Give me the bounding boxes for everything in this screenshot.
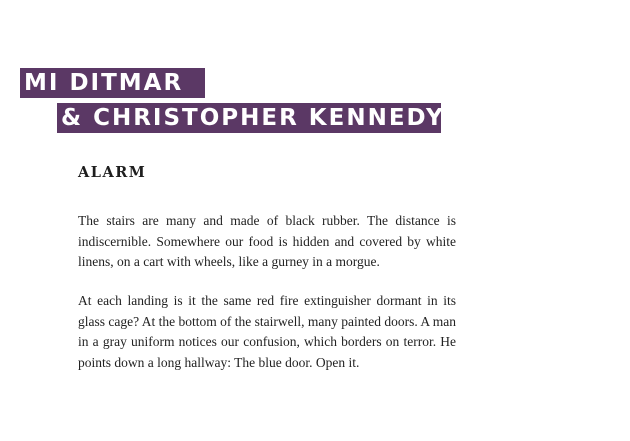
poem-stanza-1: The stairs are many and made of black rubber. The distance is indiscernible. Somewhere our food is hidden and covered by white linens, on a cart with wheels, like a gurney in a morgue. xyxy=(78,213,456,269)
poem-stanza-2: At each landing is it the same red fire extinguisher dormant in its glass cage? At the bottom of the stairwell, many painted doors. A man in a gray uniform notices our confusion, which borders on terror. He points down a long hallway: The blue door. Open it. xyxy=(78,293,456,370)
coauthor-name-band xyxy=(57,103,445,133)
coauthor-name: & CHRISTOPHER KENNEDY xyxy=(61,105,445,131)
author-name-band xyxy=(20,68,205,98)
author-name: MI DITMAR xyxy=(24,70,184,96)
poem-title: ALARM xyxy=(78,164,147,181)
